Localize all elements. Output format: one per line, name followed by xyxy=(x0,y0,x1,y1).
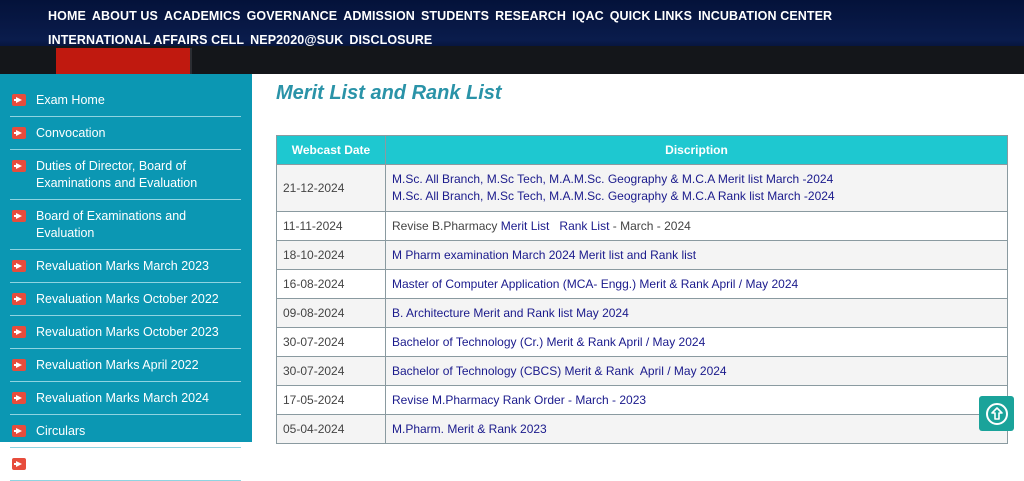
nav-item-about-us[interactable]: ABOUT US xyxy=(91,9,158,23)
webcast-date-cell: 05-04-2024 xyxy=(277,415,386,444)
document-link[interactable]: Bachelor of Technology (Cr.) Merit & Rank April / May 2024 xyxy=(392,335,706,349)
sidebar-list xyxy=(10,84,241,481)
nav-divider xyxy=(190,48,192,74)
main-menu xyxy=(48,7,988,49)
description-cell xyxy=(386,165,1008,212)
description-cell xyxy=(386,328,1008,357)
description-cell xyxy=(386,299,1008,328)
sidebar-item-label: Circulars xyxy=(36,424,86,438)
description-cell xyxy=(386,357,1008,386)
webcast-date-cell: 09-08-2024 xyxy=(277,299,386,328)
webcast-date-cell: 18-10-2024 xyxy=(277,241,386,270)
sidebar-item-duties-of-director[interactable] xyxy=(10,150,241,200)
sidebar-item-board-of-examinations[interactable] xyxy=(10,200,241,250)
nav-item-disclosure[interactable]: DISCLOSURE xyxy=(349,33,433,47)
document-link[interactable]: M.Sc. All Branch, M.Sc Tech, M.A.M.Sc. Geography & M.C.A Merit list March -2024 xyxy=(392,172,834,186)
arrow-right-icon xyxy=(12,425,26,437)
document-link[interactable]: M Pharm examination March 2024 Merit list and Rank list xyxy=(392,248,697,262)
description-cell xyxy=(386,212,1008,241)
sidebar-item-label: Revaluation Marks October 2023 xyxy=(36,325,219,339)
arrow-right-icon xyxy=(12,260,26,272)
description-cell xyxy=(386,415,1008,444)
nav-item-quick-links[interactable]: QUICK LINKS xyxy=(609,9,693,23)
sidebar-item-label: Award xyxy=(36,457,72,471)
nav-item-students[interactable]: STUDENTS xyxy=(420,9,490,23)
table-row xyxy=(277,241,1008,270)
nav-item-academics[interactable]: ACADEMICS xyxy=(163,9,241,23)
document-link[interactable]: Revise M.Pharmacy Rank Order - March - 2023 xyxy=(392,393,647,407)
sidebar-item-label: Revaluation Marks March 2023 xyxy=(36,259,209,273)
nav-item-nep2020[interactable]: NEP2020@SUK xyxy=(250,33,344,47)
arrow-right-icon xyxy=(12,210,26,222)
arrow-right-icon xyxy=(12,160,26,172)
sidebar-item-label: Revaluation Marks October 2022 xyxy=(36,292,219,306)
nav-item-admission[interactable]: ADMISSION xyxy=(343,9,415,23)
scroll-to-top-button[interactable] xyxy=(979,396,1014,431)
nav-item-research[interactable]: RESEARCH xyxy=(495,9,567,23)
table-header-row xyxy=(277,136,1008,165)
description-text: - March - 2024 xyxy=(609,219,691,233)
sidebar-item-label: Revaluation Marks March 2024 xyxy=(36,391,209,405)
document-link[interactable]: M.Pharm. Merit & Rank 2023 xyxy=(392,422,547,436)
arrow-right-icon xyxy=(12,458,26,470)
arrow-right-icon xyxy=(12,127,26,139)
nav-item-iqac[interactable]: IQAC xyxy=(572,9,604,23)
webcast-date-cell: 16-08-2024 xyxy=(277,270,386,299)
nav-item-governance[interactable]: GOVERNANCE xyxy=(246,9,338,23)
nav-item-home[interactable]: HOME xyxy=(48,9,86,23)
description-cell xyxy=(386,270,1008,299)
nav-item-incubation-center[interactable]: INCUBATION CENTER xyxy=(698,9,833,23)
sidebar-item-label: Revaluation Marks April 2022 xyxy=(36,358,199,372)
description-cell xyxy=(386,386,1008,415)
webcast-date-cell: 17-05-2024 xyxy=(277,386,386,415)
table-row xyxy=(277,357,1008,386)
sidebar-item-revaluation-october-2022[interactable] xyxy=(10,283,241,316)
sidebar-item-revaluation-march-2024[interactable] xyxy=(10,382,241,415)
document-link[interactable]: B. Architecture Merit and Rank list May 2024 xyxy=(392,306,629,320)
column-header-description: Discription xyxy=(386,136,1008,165)
description-cell xyxy=(386,241,1008,270)
sidebar-item-label: Board of Examinations and Evaluation xyxy=(36,209,187,240)
table-row xyxy=(277,270,1008,299)
table-row xyxy=(277,212,1008,241)
webcast-date-cell: 11-11-2024 xyxy=(277,212,386,241)
table-row xyxy=(277,299,1008,328)
page-title: Merit List and Rank List xyxy=(276,82,502,104)
arrow-right-icon xyxy=(12,326,26,338)
table-row xyxy=(277,328,1008,357)
table-row xyxy=(277,386,1008,415)
column-header-webcast-date: Webcast Date xyxy=(277,136,386,165)
table-body xyxy=(277,165,1008,444)
arrow-right-icon xyxy=(12,392,26,404)
sidebar xyxy=(0,74,252,471)
sidebar-item-label: Convocation xyxy=(36,126,106,140)
sidebar-item-revaluation-april-2022[interactable] xyxy=(10,349,241,382)
sidebar-item-circulars[interactable] xyxy=(10,415,241,448)
table-row xyxy=(277,165,1008,212)
sidebar-item-award[interactable] xyxy=(10,448,241,481)
sidebar-item-convocation[interactable] xyxy=(10,117,241,150)
nav-item-international-affairs-cell[interactable]: INTERNATIONAL AFFAIRS CELL xyxy=(48,33,245,47)
arrow-right-icon xyxy=(12,359,26,371)
document-link[interactable]: M.Sc. All Branch, M.Sc Tech, M.A.M.Sc. Geography & M.C.A Rank list March -2024 xyxy=(392,189,835,203)
arrow-right-icon xyxy=(12,293,26,305)
webcast-date-cell: 21-12-2024 xyxy=(277,165,386,212)
sidebar-item-revaluation-october-2023[interactable] xyxy=(10,316,241,349)
document-link[interactable]: Master of Computer Application (MCA- Engg.) Merit & Rank April / May 2024 xyxy=(392,277,799,291)
webcast-date-cell: 30-07-2024 xyxy=(277,357,386,386)
top-navigation xyxy=(0,0,1024,74)
description-text xyxy=(549,219,559,233)
description-text: Revise B.Pharmacy xyxy=(392,219,501,233)
arrow-right-icon xyxy=(12,94,26,106)
document-link[interactable]: Merit List xyxy=(500,219,550,233)
sidebar-item-revaluation-march-2023[interactable] xyxy=(10,250,241,283)
arrow-up-circle-icon xyxy=(985,402,1009,426)
document-link[interactable]: Bachelor of Technology (CBCS) Merit & Rank April / May 2024 xyxy=(392,364,727,378)
sidebar-item-label: Duties of Director, Board of Examinations and Evaluation xyxy=(36,159,198,190)
table-row xyxy=(277,415,1008,444)
document-link[interactable]: Rank List xyxy=(559,219,610,233)
sidebar-item-label: Exam Home xyxy=(36,93,105,107)
webcast-date-cell: 30-07-2024 xyxy=(277,328,386,357)
nav-accent-block xyxy=(56,48,190,74)
merit-rank-table xyxy=(276,135,1008,444)
sidebar-item-exam-home[interactable] xyxy=(10,84,241,117)
